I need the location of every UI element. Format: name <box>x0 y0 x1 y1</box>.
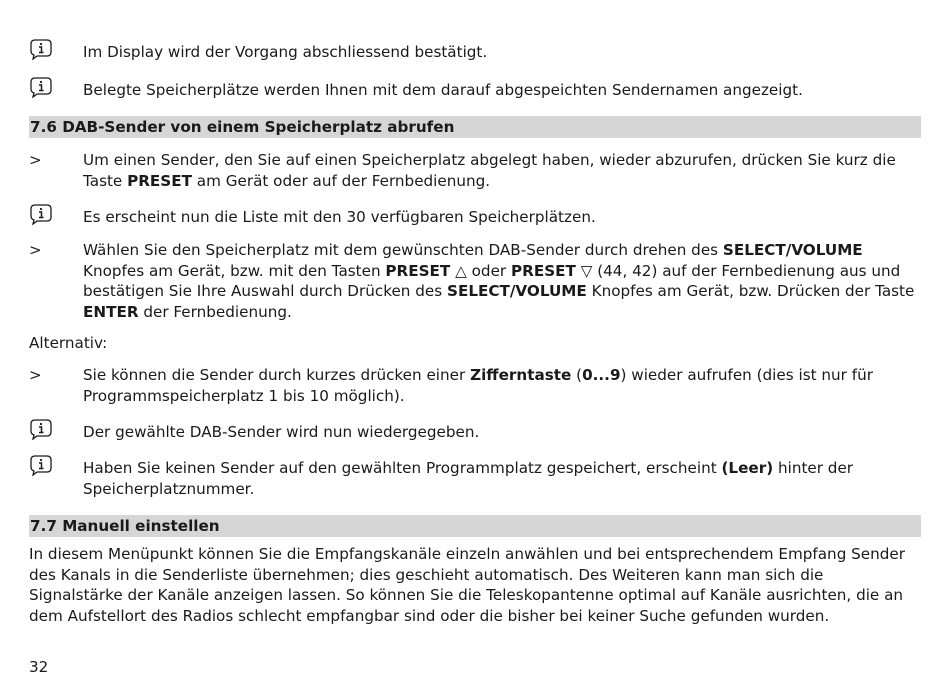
section-heading-7-7: 7.7 Manuell einstellen <box>29 515 921 537</box>
step-text: Sie können die Sender durch kurzes drücken einer Zifferntaste (0...9) wieder aufrufen (dies ist nur für Programmspeicherplatz 1 bis 10 möglich). <box>83 366 873 405</box>
note-text: Haben Sie keinen Sender auf den gewählten Programmplatz gespeichert, erscheint (Leer) hinter der Speicherplatznummer. <box>83 459 854 498</box>
note-text: Belegte Speicherplätze werden Ihnen mit dem darauf abgespeichten Sendernamen angezeigt. <box>83 81 803 99</box>
step-marker: > <box>29 241 42 259</box>
step-text: Wählen Sie den Speicherplatz mit dem gewünschten DAB-Sender durch drehen des SELECT/VOLUME Knopfes am Gerät, bzw. mit den Tasten PRESET △ oder PRESET ▽ (44, 42) auf der Fernbedienung aus und bestätigen Sie Ihre Auswahl durch Drücken des SELECT/VOLUME Knopfes am Gerät, bzw. Drücken der Taste ENTER der Fernbedienung. <box>83 241 915 321</box>
info-icon <box>29 454 53 476</box>
step-marker: > <box>29 151 42 169</box>
preset-down-glyph: ▽ <box>575 261 598 280</box>
step-marker: > <box>29 366 42 384</box>
info-icon <box>29 418 53 440</box>
preset-up-glyph: △ <box>450 261 472 280</box>
note-text: Es erscheint nun die Liste mit den 30 verfügbaren Speicherplätzen. <box>83 208 596 226</box>
note-text: Der gewählte DAB-Sender wird nun wiedergegeben. <box>83 423 480 441</box>
page-number: 32 <box>29 658 49 676</box>
info-icon <box>29 38 53 60</box>
info-icon <box>29 76 53 98</box>
step-text: Um einen Sender, den Sie auf einen Speicherplatz abgelegt haben, wieder abzurufen, drücken Sie kurz die Taste PRESET am Gerät oder auf der Fernbedienung. <box>83 151 896 190</box>
section-heading-7-6: 7.6 DAB-Sender von einem Speicherplatz abrufen <box>29 116 921 138</box>
info-icon <box>29 203 53 225</box>
note-text: Im Display wird der Vorgang abschliessend bestätigt. <box>83 43 488 61</box>
